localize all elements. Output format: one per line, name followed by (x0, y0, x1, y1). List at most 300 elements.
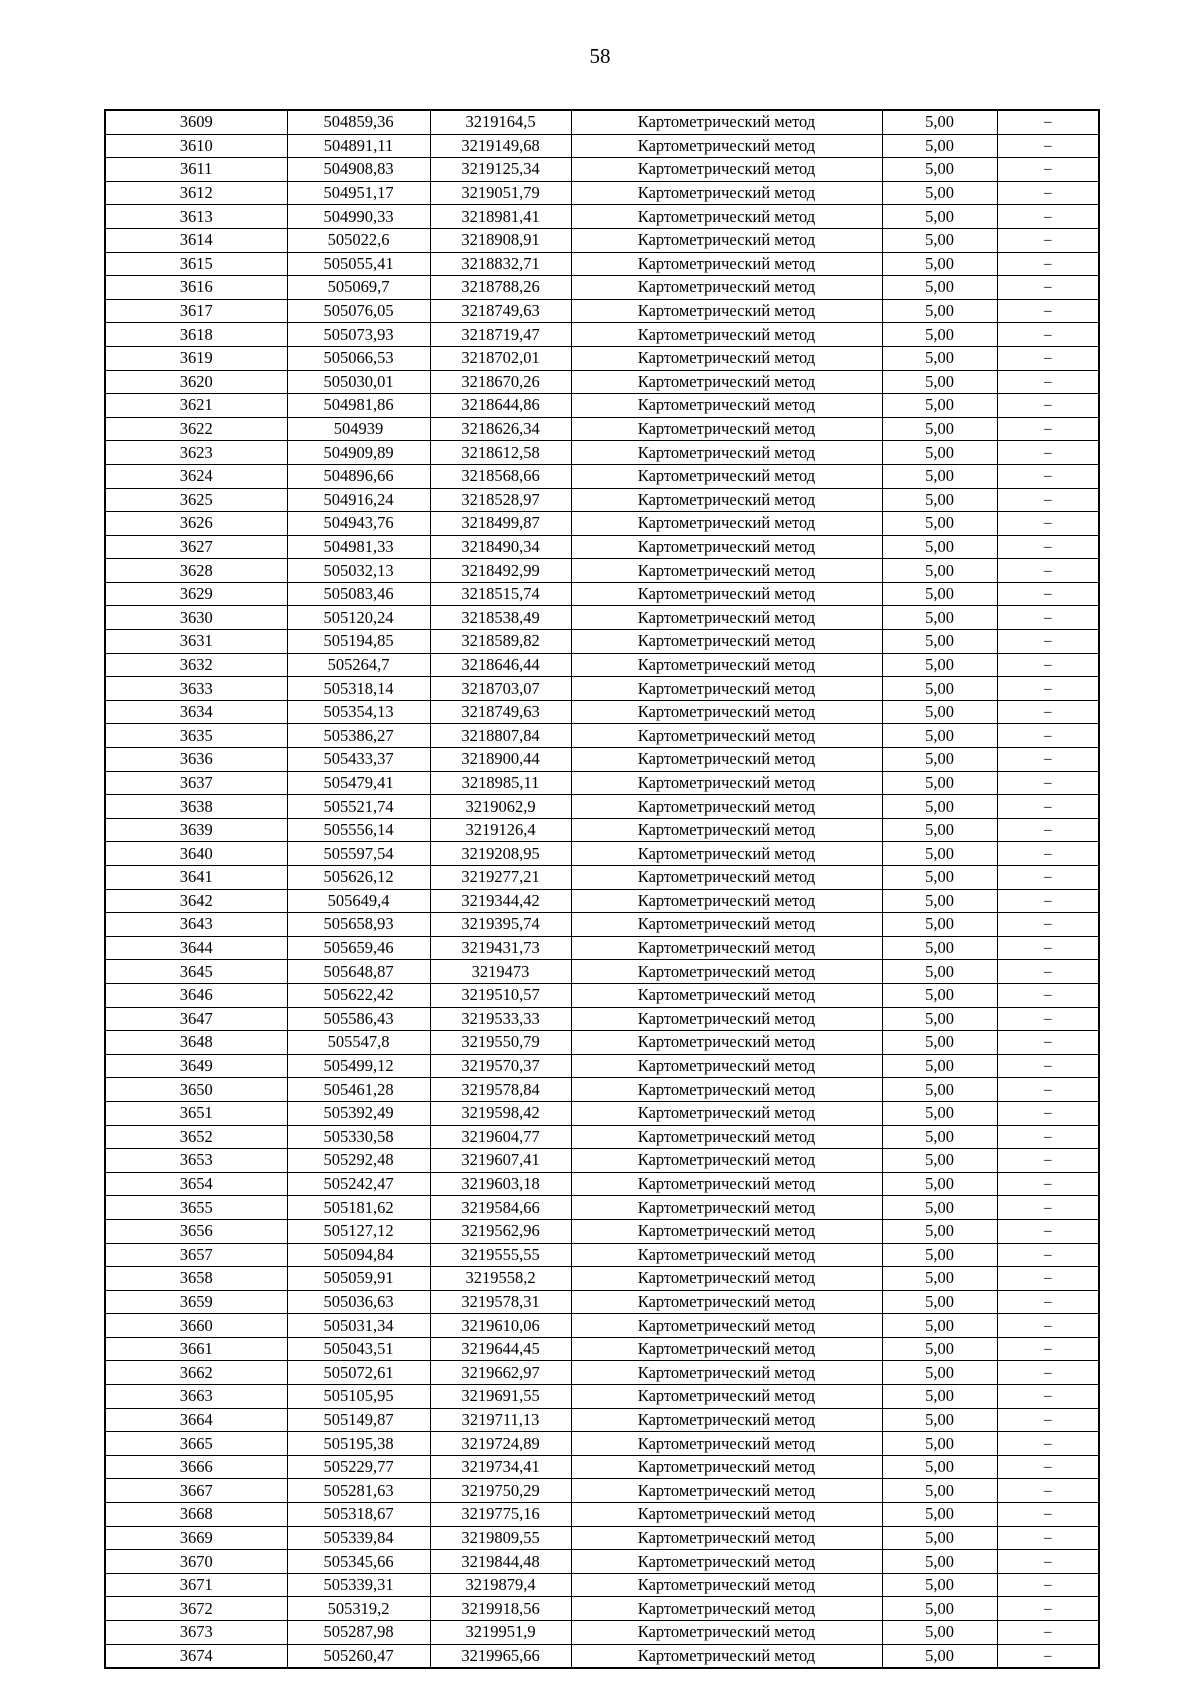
method-cell: Картометрический метод (571, 1219, 882, 1243)
x-coordinate-cell: 505094,84 (287, 1243, 430, 1267)
table-row (105, 582, 1099, 606)
accuracy-cell: 5,00 (882, 1243, 997, 1267)
y-coordinate-cell: 3219149,68 (430, 134, 571, 158)
x-coordinate-cell: 505521,74 (287, 795, 430, 819)
table-row (105, 205, 1099, 229)
table-row (105, 1149, 1099, 1173)
table-row (105, 630, 1099, 654)
y-coordinate-cell: 3219208,95 (430, 842, 571, 866)
y-coordinate-cell: 3218900,44 (430, 748, 571, 772)
y-coordinate-cell: 3218646,44 (430, 653, 571, 677)
method-cell: Картометрический метод (571, 110, 882, 134)
method-cell: Картометрический метод (571, 1597, 882, 1621)
y-coordinate-cell: 3218626,34 (430, 417, 571, 441)
x-coordinate-cell: 505105,95 (287, 1385, 430, 1409)
method-cell: Картометрический метод (571, 1196, 882, 1220)
table-row (105, 983, 1099, 1007)
table-row (105, 606, 1099, 630)
x-coordinate-cell: 505076,05 (287, 299, 430, 323)
method-cell: Картометрический метод (571, 1007, 882, 1031)
x-coordinate-cell: 505597,54 (287, 842, 430, 866)
method-cell: Картометрический метод (571, 724, 882, 748)
note-cell: – (997, 110, 1099, 134)
x-coordinate-cell: 505292,48 (287, 1149, 430, 1173)
y-coordinate-cell: 3219750,29 (430, 1479, 571, 1503)
point-number-cell: 3662 (105, 1361, 287, 1385)
accuracy-cell: 5,00 (882, 394, 997, 418)
note-cell: – (997, 795, 1099, 819)
note-cell: – (997, 1573, 1099, 1597)
y-coordinate-cell: 3219570,37 (430, 1054, 571, 1078)
table-row (105, 1125, 1099, 1149)
note-cell: – (997, 512, 1099, 536)
y-coordinate-cell: 3219809,55 (430, 1526, 571, 1550)
method-cell: Картометрический метод (571, 1337, 882, 1361)
x-coordinate-cell: 505622,42 (287, 983, 430, 1007)
x-coordinate-cell: 505229,77 (287, 1455, 430, 1479)
accuracy-cell: 5,00 (882, 700, 997, 724)
x-coordinate-cell: 505181,62 (287, 1196, 430, 1220)
accuracy-cell: 5,00 (882, 276, 997, 300)
x-coordinate-cell: 505547,8 (287, 1031, 430, 1055)
note-cell: – (997, 1078, 1099, 1102)
x-coordinate-cell: 505281,63 (287, 1479, 430, 1503)
point-number-cell: 3644 (105, 936, 287, 960)
note-cell: – (997, 1007, 1099, 1031)
y-coordinate-cell: 3219562,96 (430, 1219, 571, 1243)
x-coordinate-cell: 505264,7 (287, 653, 430, 677)
table-row (105, 1243, 1099, 1267)
note-cell: – (997, 1644, 1099, 1668)
accuracy-cell: 5,00 (882, 889, 997, 913)
note-cell: – (997, 748, 1099, 772)
table-row (105, 1597, 1099, 1621)
table-row (105, 795, 1099, 819)
point-number-cell: 3668 (105, 1503, 287, 1527)
x-coordinate-cell: 504909,89 (287, 441, 430, 465)
x-coordinate-cell: 505499,12 (287, 1054, 430, 1078)
method-cell: Картометрический метод (571, 842, 882, 866)
note-cell: – (997, 276, 1099, 300)
point-number-cell: 3611 (105, 158, 287, 182)
point-number-cell: 3622 (105, 417, 287, 441)
point-number-cell: 3672 (105, 1597, 287, 1621)
table-row (105, 1385, 1099, 1409)
table-row (105, 700, 1099, 724)
note-cell: – (997, 1101, 1099, 1125)
x-coordinate-cell: 505149,87 (287, 1408, 430, 1432)
table-row (105, 276, 1099, 300)
table-row (105, 724, 1099, 748)
point-number-cell: 3617 (105, 299, 287, 323)
method-cell: Картометрический метод (571, 1078, 882, 1102)
table-row (105, 1550, 1099, 1574)
x-coordinate-cell: 505032,13 (287, 559, 430, 583)
x-coordinate-cell: 505022,6 (287, 228, 430, 252)
y-coordinate-cell: 3218702,01 (430, 346, 571, 370)
accuracy-cell: 5,00 (882, 535, 997, 559)
x-coordinate-cell: 504916,24 (287, 488, 430, 512)
table-row (105, 1267, 1099, 1291)
note-cell: – (997, 1455, 1099, 1479)
y-coordinate-cell: 3218499,87 (430, 512, 571, 536)
page-number: 58 (589, 44, 611, 68)
method-cell: Картометрический метод (571, 1314, 882, 1338)
point-number-cell: 3670 (105, 1550, 287, 1574)
note-cell: – (997, 228, 1099, 252)
method-cell: Картометрический метод (571, 677, 882, 701)
method-cell: Картометрический метод (571, 441, 882, 465)
note-cell: – (997, 205, 1099, 229)
accuracy-cell: 5,00 (882, 1149, 997, 1173)
point-number-cell: 3666 (105, 1455, 287, 1479)
method-cell: Картометрический метод (571, 394, 882, 418)
accuracy-cell: 5,00 (882, 1385, 997, 1409)
method-cell: Картометрический метод (571, 488, 882, 512)
y-coordinate-cell: 3218528,97 (430, 488, 571, 512)
point-number-cell: 3669 (105, 1526, 287, 1550)
note-cell: – (997, 983, 1099, 1007)
method-cell: Картометрический метод (571, 1621, 882, 1645)
table-row (105, 842, 1099, 866)
x-coordinate-cell: 505339,31 (287, 1573, 430, 1597)
table-row (105, 299, 1099, 323)
note-cell: – (997, 1267, 1099, 1291)
accuracy-cell: 5,00 (882, 559, 997, 583)
point-number-cell: 3664 (105, 1408, 287, 1432)
point-number-cell: 3655 (105, 1196, 287, 1220)
x-coordinate-cell: 504896,66 (287, 464, 430, 488)
y-coordinate-cell: 3219644,45 (430, 1337, 571, 1361)
accuracy-cell: 5,00 (882, 1078, 997, 1102)
y-coordinate-cell: 3219879,4 (430, 1573, 571, 1597)
y-coordinate-cell: 3218719,47 (430, 323, 571, 347)
table-row (105, 818, 1099, 842)
table-row (105, 1054, 1099, 1078)
note-cell: – (997, 1621, 1099, 1645)
method-cell: Картометрический метод (571, 889, 882, 913)
note-cell: – (997, 488, 1099, 512)
accuracy-cell: 5,00 (882, 1290, 997, 1314)
table-row (105, 464, 1099, 488)
table-row (105, 936, 1099, 960)
accuracy-cell: 5,00 (882, 205, 997, 229)
x-coordinate-cell: 505658,93 (287, 913, 430, 937)
point-number-cell: 3613 (105, 205, 287, 229)
table-row (105, 512, 1099, 536)
point-number-cell: 3641 (105, 866, 287, 890)
accuracy-cell: 5,00 (882, 1573, 997, 1597)
note-cell: – (997, 1385, 1099, 1409)
table-row (105, 748, 1099, 772)
note-cell: – (997, 134, 1099, 158)
table-row (105, 653, 1099, 677)
note-cell: – (997, 1408, 1099, 1432)
y-coordinate-cell: 3218612,58 (430, 441, 571, 465)
table-row (105, 535, 1099, 559)
note-cell: – (997, 606, 1099, 630)
y-coordinate-cell: 3219691,55 (430, 1385, 571, 1409)
y-coordinate-cell: 3218749,63 (430, 299, 571, 323)
y-coordinate-cell: 3219607,41 (430, 1149, 571, 1173)
note-cell: – (997, 370, 1099, 394)
x-coordinate-cell: 505036,63 (287, 1290, 430, 1314)
table-row (105, 417, 1099, 441)
note-cell: – (997, 441, 1099, 465)
method-cell: Картометрический метод (571, 181, 882, 205)
note-cell: – (997, 158, 1099, 182)
table-row (105, 1644, 1099, 1668)
y-coordinate-cell: 3219555,55 (430, 1243, 571, 1267)
note-cell: – (997, 842, 1099, 866)
point-number-cell: 3653 (105, 1149, 287, 1173)
y-coordinate-cell: 3218703,07 (430, 677, 571, 701)
accuracy-cell: 5,00 (882, 1526, 997, 1550)
x-coordinate-cell: 505120,24 (287, 606, 430, 630)
method-cell: Картометрический метод (571, 1573, 882, 1597)
note-cell: – (997, 1432, 1099, 1456)
method-cell: Картометрический метод (571, 1644, 882, 1668)
y-coordinate-cell: 3219951,9 (430, 1621, 571, 1645)
accuracy-cell: 5,00 (882, 818, 997, 842)
point-number-cell: 3619 (105, 346, 287, 370)
method-cell: Картометрический метод (571, 464, 882, 488)
accuracy-cell: 5,00 (882, 1031, 997, 1055)
note-cell: – (997, 677, 1099, 701)
table-row (105, 1455, 1099, 1479)
method-cell: Картометрический метод (571, 748, 882, 772)
x-coordinate-cell: 505392,49 (287, 1101, 430, 1125)
accuracy-cell: 5,00 (882, 771, 997, 795)
table-row (105, 866, 1099, 890)
accuracy-cell: 5,00 (882, 913, 997, 937)
y-coordinate-cell: 3218908,91 (430, 228, 571, 252)
y-coordinate-cell: 3219578,31 (430, 1290, 571, 1314)
y-coordinate-cell: 3219051,79 (430, 181, 571, 205)
x-coordinate-cell: 505649,4 (287, 889, 430, 913)
point-number-cell: 3615 (105, 252, 287, 276)
table-row (105, 1408, 1099, 1432)
accuracy-cell: 5,00 (882, 1337, 997, 1361)
y-coordinate-cell: 3218490,34 (430, 535, 571, 559)
x-coordinate-cell: 504908,83 (287, 158, 430, 182)
table-row (105, 323, 1099, 347)
table-row (105, 889, 1099, 913)
x-coordinate-cell: 505626,12 (287, 866, 430, 890)
method-cell: Картометрический метод (571, 1101, 882, 1125)
point-number-cell: 3610 (105, 134, 287, 158)
point-number-cell: 3627 (105, 535, 287, 559)
table-row (105, 1078, 1099, 1102)
note-cell: – (997, 181, 1099, 205)
point-number-cell: 3625 (105, 488, 287, 512)
accuracy-cell: 5,00 (882, 299, 997, 323)
table-row (105, 1219, 1099, 1243)
accuracy-cell: 5,00 (882, 960, 997, 984)
point-number-cell: 3630 (105, 606, 287, 630)
method-cell: Картометрический метод (571, 1172, 882, 1196)
accuracy-cell: 5,00 (882, 1597, 997, 1621)
point-number-cell: 3661 (105, 1337, 287, 1361)
x-coordinate-cell: 505318,67 (287, 1503, 430, 1527)
table-row (105, 1314, 1099, 1338)
y-coordinate-cell: 3219610,06 (430, 1314, 571, 1338)
note-cell: – (997, 866, 1099, 890)
note-cell: – (997, 346, 1099, 370)
y-coordinate-cell: 3219277,21 (430, 866, 571, 890)
method-cell: Картометрический метод (571, 1408, 882, 1432)
point-number-cell: 3658 (105, 1267, 287, 1291)
accuracy-cell: 5,00 (882, 110, 997, 134)
note-cell: – (997, 960, 1099, 984)
x-coordinate-cell: 505556,14 (287, 818, 430, 842)
table-row (105, 559, 1099, 583)
x-coordinate-cell: 505648,87 (287, 960, 430, 984)
x-coordinate-cell: 505354,13 (287, 700, 430, 724)
method-cell: Картометрический метод (571, 1385, 882, 1409)
method-cell: Картометрический метод (571, 535, 882, 559)
method-cell: Картометрический метод (571, 1243, 882, 1267)
y-coordinate-cell: 3219734,41 (430, 1455, 571, 1479)
x-coordinate-cell: 505339,84 (287, 1526, 430, 1550)
accuracy-cell: 5,00 (882, 606, 997, 630)
accuracy-cell: 5,00 (882, 1172, 997, 1196)
method-cell: Картометрический метод (571, 346, 882, 370)
table-row (105, 110, 1099, 134)
method-cell: Картометрический метод (571, 1054, 882, 1078)
point-number-cell: 3637 (105, 771, 287, 795)
method-cell: Картометрический метод (571, 252, 882, 276)
y-coordinate-cell: 3218981,41 (430, 205, 571, 229)
point-number-cell: 3635 (105, 724, 287, 748)
accuracy-cell: 5,00 (882, 748, 997, 772)
note-cell: – (997, 724, 1099, 748)
accuracy-cell: 5,00 (882, 252, 997, 276)
y-coordinate-cell: 3219473 (430, 960, 571, 984)
table-row (105, 1503, 1099, 1527)
accuracy-cell: 5,00 (882, 441, 997, 465)
accuracy-cell: 5,00 (882, 158, 997, 182)
accuracy-cell: 5,00 (882, 134, 997, 158)
y-coordinate-cell: 3219126,4 (430, 818, 571, 842)
y-coordinate-cell: 3219510,57 (430, 983, 571, 1007)
accuracy-cell: 5,00 (882, 724, 997, 748)
method-cell: Картометрический метод (571, 630, 882, 654)
point-number-cell: 3628 (105, 559, 287, 583)
point-number-cell: 3663 (105, 1385, 287, 1409)
note-cell: – (997, 653, 1099, 677)
method-cell: Картометрический метод (571, 1267, 882, 1291)
method-cell: Картометрический метод (571, 1526, 882, 1550)
point-number-cell: 3648 (105, 1031, 287, 1055)
x-coordinate-cell: 504859,36 (287, 110, 430, 134)
method-cell: Картометрический метод (571, 1432, 882, 1456)
point-number-cell: 3665 (105, 1432, 287, 1456)
point-number-cell: 3629 (105, 582, 287, 606)
note-cell: – (997, 818, 1099, 842)
point-number-cell: 3612 (105, 181, 287, 205)
x-coordinate-cell: 504990,33 (287, 205, 430, 229)
accuracy-cell: 5,00 (882, 653, 997, 677)
point-number-cell: 3645 (105, 960, 287, 984)
table-row (105, 1337, 1099, 1361)
x-coordinate-cell: 505066,53 (287, 346, 430, 370)
note-cell: – (997, 582, 1099, 606)
x-coordinate-cell: 505433,37 (287, 748, 430, 772)
x-coordinate-cell: 505479,41 (287, 771, 430, 795)
point-number-cell: 3667 (105, 1479, 287, 1503)
y-coordinate-cell: 3219344,42 (430, 889, 571, 913)
accuracy-cell: 5,00 (882, 346, 997, 370)
note-cell: – (997, 1149, 1099, 1173)
point-number-cell: 3636 (105, 748, 287, 772)
x-coordinate-cell: 504981,33 (287, 535, 430, 559)
note-cell: – (997, 1361, 1099, 1385)
note-cell: – (997, 323, 1099, 347)
table-row (105, 1361, 1099, 1385)
note-cell: – (997, 464, 1099, 488)
note-cell: – (997, 1243, 1099, 1267)
accuracy-cell: 5,00 (882, 1455, 997, 1479)
accuracy-cell: 5,00 (882, 1314, 997, 1338)
method-cell: Картометрический метод (571, 606, 882, 630)
accuracy-cell: 5,00 (882, 1503, 997, 1527)
table-row (105, 1007, 1099, 1031)
point-number-cell: 3639 (105, 818, 287, 842)
note-cell: – (997, 913, 1099, 937)
table-row (105, 677, 1099, 701)
table-row (105, 913, 1099, 937)
table-row (105, 346, 1099, 370)
y-coordinate-cell: 3219598,42 (430, 1101, 571, 1125)
x-coordinate-cell: 505031,34 (287, 1314, 430, 1338)
x-coordinate-cell: 505461,28 (287, 1078, 430, 1102)
table-row (105, 1290, 1099, 1314)
method-cell: Картометрический метод (571, 512, 882, 536)
y-coordinate-cell: 3219578,84 (430, 1078, 571, 1102)
method-cell: Картометрический метод (571, 299, 882, 323)
x-coordinate-cell: 505195,38 (287, 1432, 430, 1456)
method-cell: Картометрический метод (571, 158, 882, 182)
point-number-cell: 3647 (105, 1007, 287, 1031)
note-cell: – (997, 1290, 1099, 1314)
table-row (105, 1526, 1099, 1550)
accuracy-cell: 5,00 (882, 228, 997, 252)
y-coordinate-cell: 3219603,18 (430, 1172, 571, 1196)
x-coordinate-cell: 505386,27 (287, 724, 430, 748)
accuracy-cell: 5,00 (882, 1267, 997, 1291)
note-cell: – (997, 630, 1099, 654)
y-coordinate-cell: 3219125,34 (430, 158, 571, 182)
method-cell: Картометрический метод (571, 913, 882, 937)
table-row (105, 1031, 1099, 1055)
accuracy-cell: 5,00 (882, 983, 997, 1007)
accuracy-cell: 5,00 (882, 1219, 997, 1243)
y-coordinate-cell: 3219558,2 (430, 1267, 571, 1291)
table-body (105, 110, 1099, 1668)
y-coordinate-cell: 3218985,11 (430, 771, 571, 795)
note-cell: – (997, 252, 1099, 276)
method-cell: Картометрический метод (571, 1149, 882, 1173)
note-cell: – (997, 1125, 1099, 1149)
accuracy-cell: 5,00 (882, 488, 997, 512)
method-cell: Картометрический метод (571, 370, 882, 394)
point-number-cell: 3657 (105, 1243, 287, 1267)
note-cell: – (997, 394, 1099, 418)
x-coordinate-cell: 505330,58 (287, 1125, 430, 1149)
method-cell: Картометрический метод (571, 936, 882, 960)
x-coordinate-cell: 505073,93 (287, 323, 430, 347)
